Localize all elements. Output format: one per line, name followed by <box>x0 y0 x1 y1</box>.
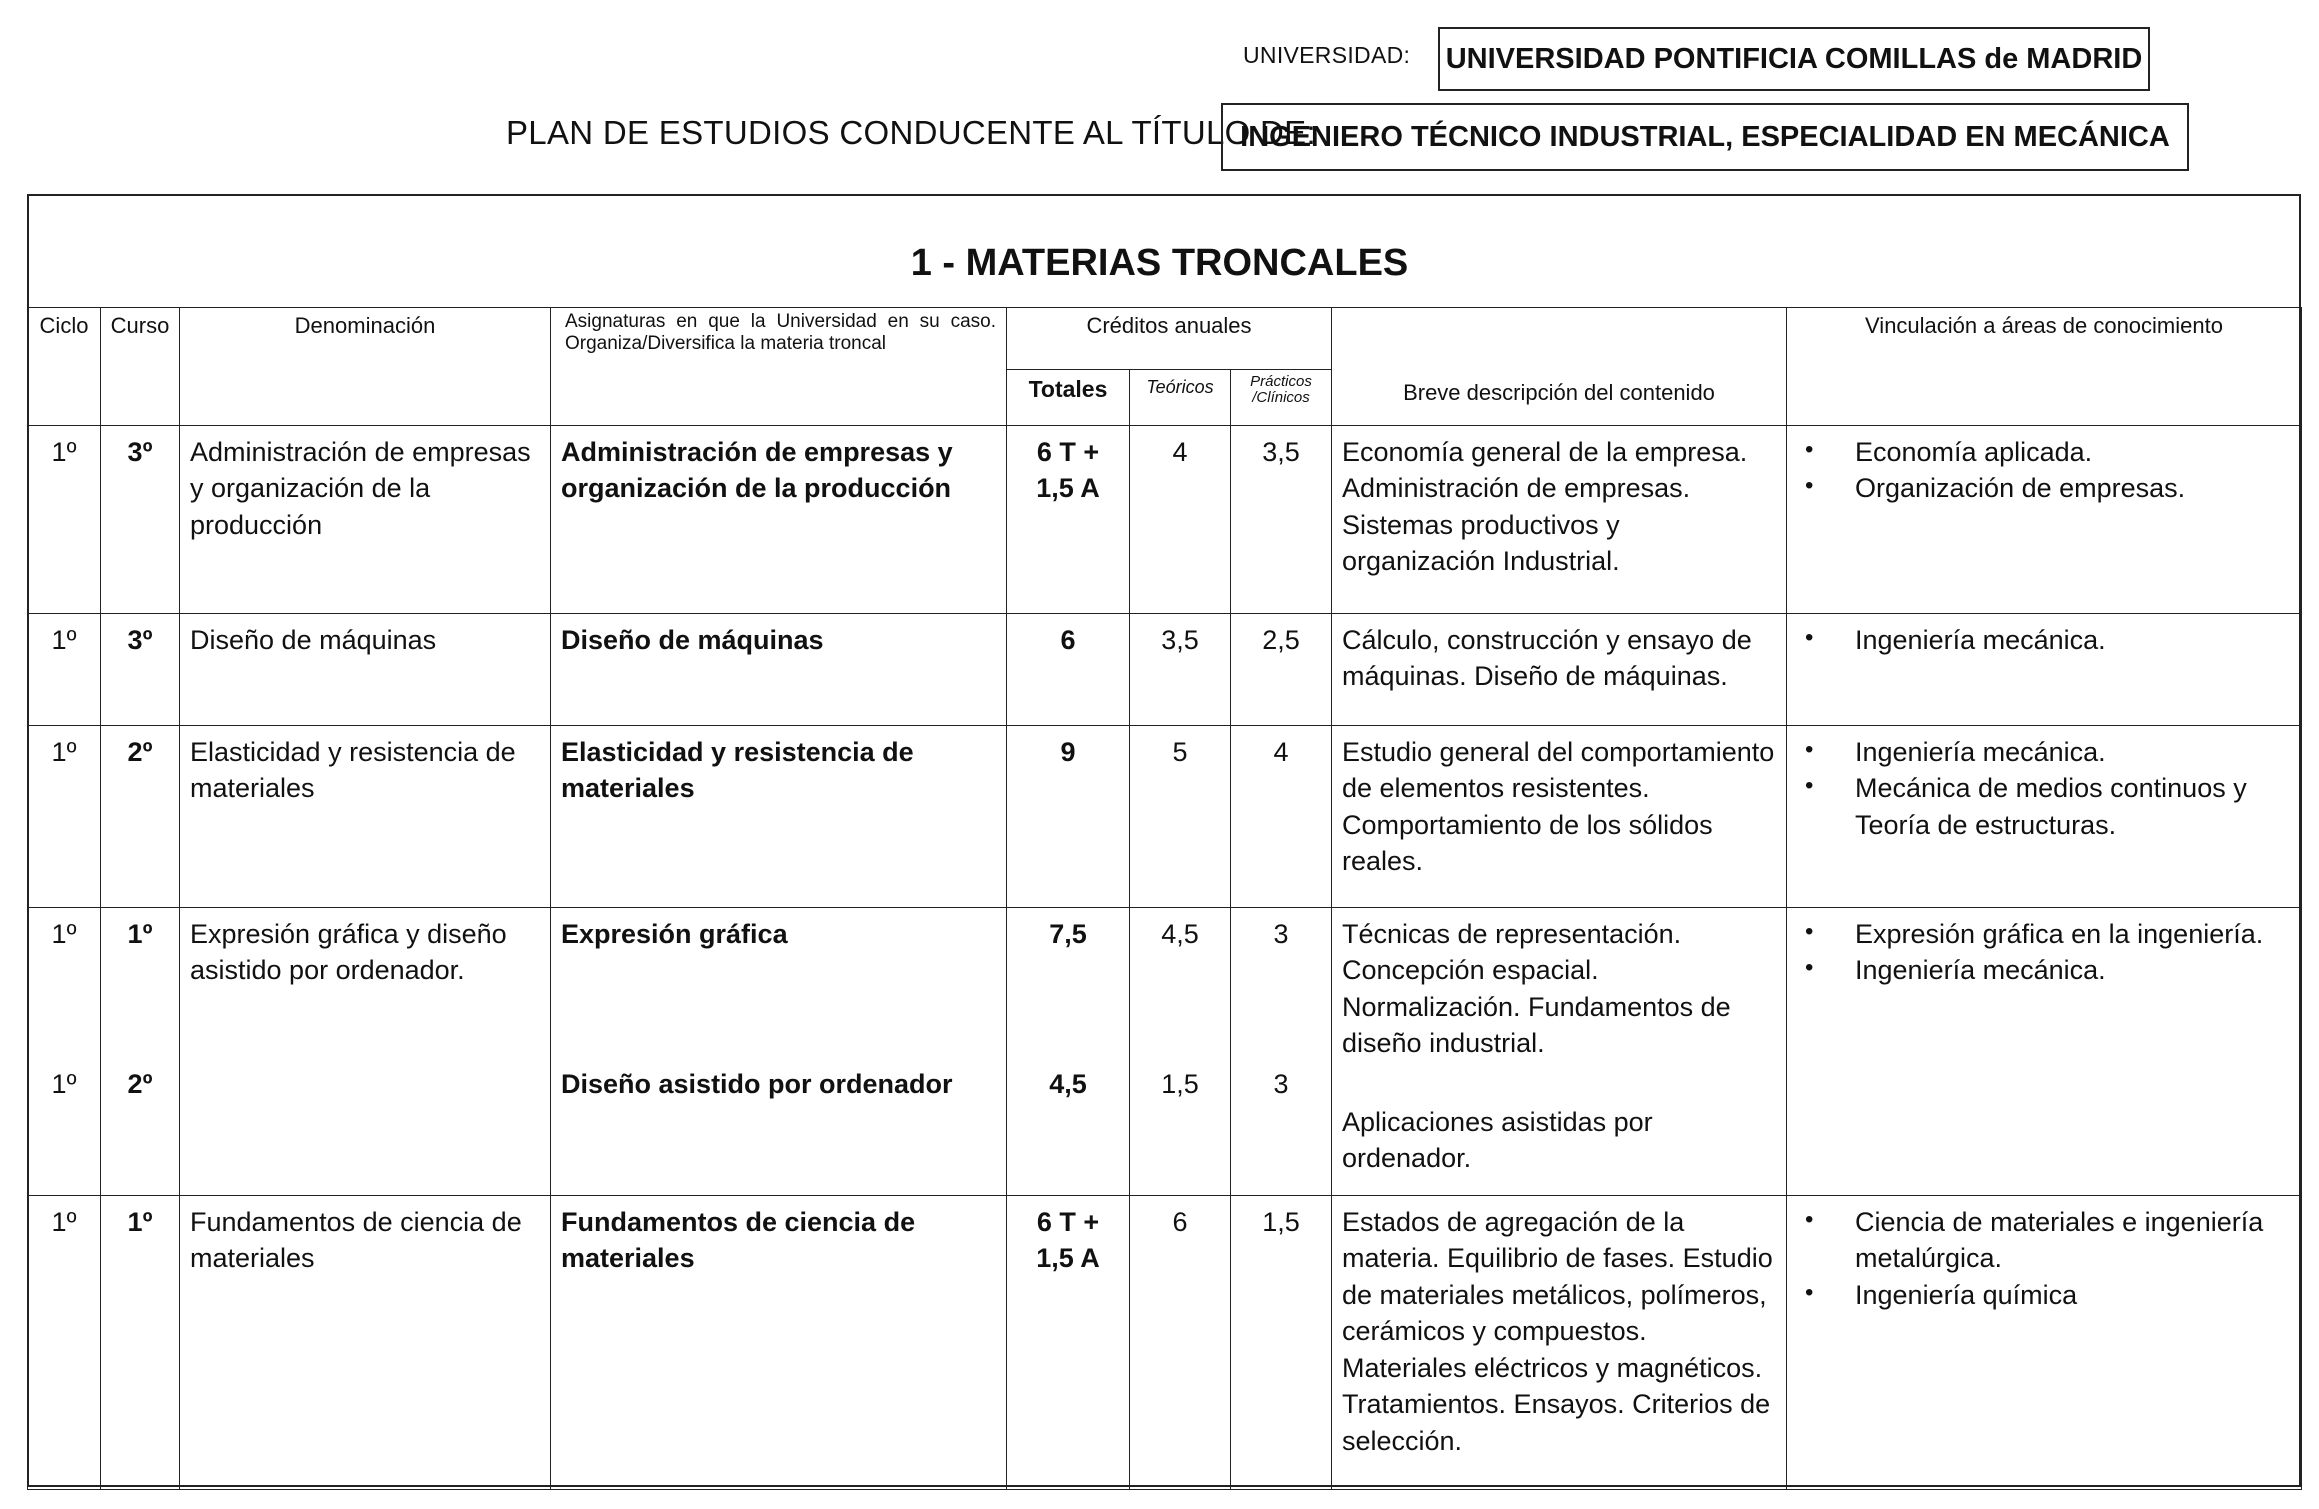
curso-value: 3º <box>127 625 153 655</box>
curso-value: 1º <box>127 1207 153 1237</box>
sub-teoricos-value: 1,5 <box>1161 1069 1199 1100</box>
col-creditos-label: Créditos anuales <box>1086 313 1252 338</box>
asignatura-cell <box>551 1196 1007 1490</box>
area-item: • Mecánica de medios continuos y Teoría de estructuras. <box>1797 770 2291 843</box>
descripcion-cell <box>1332 1196 1787 1490</box>
col-totales <box>1007 370 1130 426</box>
teoricos-value: 4 <box>1172 437 1188 467</box>
asignatura-value: Expresión gráfica <box>561 919 788 949</box>
sub-asignatura-value: Diseño asistido por ordenador <box>561 1069 953 1100</box>
teoricos-value: 3,5 <box>1161 625 1199 655</box>
practicos-value: 3,5 <box>1262 437 1300 467</box>
denominacion-cell <box>180 1196 551 1490</box>
totales-value: 6 T + 1,5 A <box>1036 1207 1100 1274</box>
col-vinculacion-label: Vinculación a áreas de conocimiento <box>1865 313 2223 338</box>
descripcion-cell <box>1332 908 1787 1196</box>
denominacion-cell <box>180 614 551 726</box>
descripcion-cell <box>1332 426 1787 614</box>
section-title: 1 - MATERIAS TRONCALES <box>910 242 1409 284</box>
col-practicos-label: Prácticos /Clínicos <box>1250 373 1312 406</box>
curso-cell <box>101 726 180 908</box>
teoricos-cell <box>1130 908 1231 1196</box>
teoricos-cell <box>1130 426 1231 614</box>
area-item: • Ingeniería química <box>1797 1277 2291 1313</box>
denominacion-cell <box>180 726 551 908</box>
curso-cell <box>101 614 180 726</box>
totales-cell <box>1007 614 1130 726</box>
descripcion-value: Estudio general del comportamiento de elementos resistentes. Comportamiento de los sólidos reales. <box>1342 737 1775 877</box>
areas-cell <box>1787 726 2302 908</box>
teoricos-value: 4,5 <box>1161 919 1199 949</box>
practicos-value: 3 <box>1273 919 1289 949</box>
col-ciclo <box>28 308 101 426</box>
teoricos-cell <box>1130 726 1231 908</box>
practicos-cell <box>1231 426 1332 614</box>
denominacion-value: Fundamentos de ciencia de materiales <box>190 1207 522 1274</box>
totales-value: 6 <box>1060 625 1076 655</box>
ciclo-value: 1º <box>51 625 77 655</box>
sub-descripcion-value: Aplicaciones asistidas por ordenador. <box>1342 1106 1653 1174</box>
col-curso-label: Curso <box>110 313 170 338</box>
descripcion-value: Cálculo, construcción y ensayo de máquinas. Diseño de máquinas. <box>1342 625 1752 692</box>
totales-value: 9 <box>1060 737 1076 767</box>
areas-cell <box>1787 426 2302 614</box>
universidad-value-box <box>1438 27 2150 91</box>
table-row <box>28 726 2302 908</box>
areas-list <box>1797 434 2291 507</box>
denominacion-value: Elasticidad y resistencia de materiales <box>190 737 516 804</box>
teoricos-value: 6 <box>1172 1207 1188 1237</box>
totales-cell <box>1007 1196 1130 1490</box>
areas-cell <box>1787 1196 2302 1490</box>
descripcion-value: Economía general de la empresa. Administración de empresas. Sistemas productivos y organización Industrial. <box>1342 437 1748 577</box>
areas-list <box>1797 916 2291 989</box>
col-descripcion-label: Breve descripción del contenido <box>1403 380 1715 406</box>
areas-cell <box>1787 614 2302 726</box>
col-asignaturas <box>551 308 1007 426</box>
sub-curso-value: 2º <box>127 1069 153 1100</box>
practicos-cell <box>1231 726 1332 908</box>
areas-list <box>1797 622 2291 658</box>
denominacion-value: Diseño de máquinas <box>190 625 437 655</box>
ciclo-cell <box>28 908 101 1196</box>
col-denominacion-label: Denominación <box>294 313 436 338</box>
asignatura-value: Administración de empresas y organización de la producción <box>561 437 953 504</box>
universidad-label: UNIVERSIDAD: <box>1243 42 1411 68</box>
teoricos-cell <box>1130 614 1231 726</box>
area-item: • Ciencia de materiales e ingeniería metalúrgica. <box>1797 1204 2291 1277</box>
practicos-cell <box>1231 908 1332 1196</box>
practicos-cell <box>1231 1196 1332 1490</box>
ciclo-cell <box>28 1196 101 1490</box>
table-row <box>28 908 2302 1196</box>
asignatura-cell <box>551 908 1007 1196</box>
areas-cell <box>1787 908 2302 1196</box>
col-descripcion <box>1332 308 1787 426</box>
curso-cell <box>101 426 180 614</box>
practicos-value: 1,5 <box>1262 1207 1300 1237</box>
area-item: • Expresión gráfica en la ingeniería. <box>1797 916 2291 952</box>
asignatura-value: Diseño de máquinas <box>561 625 824 655</box>
materias-table <box>27 307 2302 1490</box>
plan-value-box <box>1221 103 2189 171</box>
denominacion-value: Administración de empresas y organización de la producción <box>190 437 531 540</box>
col-curso <box>101 308 180 426</box>
descripcion-cell <box>1332 726 1787 908</box>
sub-practicos-value: 3 <box>1273 1069 1289 1100</box>
area-item: • Ingeniería mecánica. <box>1797 952 2291 988</box>
table-row <box>28 614 2302 726</box>
teoricos-value: 5 <box>1172 737 1188 767</box>
denominacion-cell <box>180 908 551 1196</box>
table-row <box>28 426 2302 614</box>
totales-cell <box>1007 726 1130 908</box>
descripcion-value: Técnicas de representación. Concepción espacial. Normalización. Fundamentos de diseño industrial. <box>1342 919 1731 1059</box>
ciclo-cell <box>28 726 101 908</box>
practicos-value: 2,5 <box>1262 625 1300 655</box>
col-creditos <box>1007 308 1332 370</box>
area-item: • Economía aplicada. <box>1797 434 2291 470</box>
col-ciclo-label: Ciclo <box>39 313 89 338</box>
col-asignaturas-label: Asignaturas en que la Universidad en su caso. Organiza/Diversifica la materia troncal <box>565 311 996 354</box>
ciclo-value: 1º <box>51 919 77 949</box>
totales-cell <box>1007 426 1130 614</box>
col-teoricos <box>1130 370 1231 426</box>
ciclo-cell <box>28 426 101 614</box>
area-item: • Ingeniería mecánica. <box>1797 622 2291 658</box>
denominacion-cell <box>180 426 551 614</box>
ciclo-value: 1º <box>51 437 77 467</box>
curso-value: 2º <box>127 737 153 767</box>
areas-list <box>1797 734 2291 843</box>
col-denominacion <box>180 308 551 426</box>
ciclo-cell <box>28 614 101 726</box>
col-vinculacion <box>1787 308 2302 426</box>
asignatura-cell <box>551 726 1007 908</box>
practicos-value: 4 <box>1273 737 1289 767</box>
teoricos-cell <box>1130 1196 1231 1490</box>
curso-cell <box>101 908 180 1196</box>
totales-value: 6 T + 1,5 A <box>1036 437 1100 504</box>
universidad-value: UNIVERSIDAD PONTIFICIA COMILLAS de MADRID <box>1445 42 2143 75</box>
descripcion-cell <box>1332 614 1787 726</box>
asignatura-value: Elasticidad y resistencia de materiales <box>561 737 914 804</box>
practicos-cell <box>1231 614 1332 726</box>
asignatura-value: Fundamentos de ciencia de materiales <box>561 1207 916 1274</box>
areas-list <box>1797 1204 2291 1313</box>
totales-cell <box>1007 908 1130 1196</box>
asignatura-cell <box>551 426 1007 614</box>
area-item: • Organización de empresas. <box>1797 470 2291 506</box>
asignatura-cell <box>551 614 1007 726</box>
col-teoricos-label: Teóricos <box>1146 377 1214 397</box>
plan-value: INGENIERO TÉCNICO INDUSTRIAL, ESPECIALIDAD EN MECÁNICA <box>1240 120 2170 153</box>
area-item: • Ingeniería mecánica. <box>1797 734 2291 770</box>
descripcion-value: Estados de agregación de la materia. Equilibrio de fases. Estudio de materiales metálicos, polímeros, cerámicos y compuestos. Materiales eléctricos y magnéticos. Tratamientos. Ensayos. Criterios de selección. <box>1342 1207 1773 1456</box>
curso-value: 3º <box>127 437 153 467</box>
ciclo-value: 1º <box>51 1207 77 1237</box>
col-totales-label: Totales <box>1028 376 1108 402</box>
denominacion-value: Expresión gráfica y diseño asistido por ordenador. <box>190 919 507 986</box>
sub-ciclo-value: 1º <box>51 1069 77 1100</box>
curso-cell <box>101 1196 180 1490</box>
sub-totales-value: 4,5 <box>1049 1069 1087 1100</box>
col-practicos <box>1231 370 1332 426</box>
ciclo-value: 1º <box>51 737 77 767</box>
curso-value: 1º <box>127 919 153 949</box>
plan-label: PLAN DE ESTUDIOS CONDUCENTE AL TÍTULO DE: <box>506 114 1316 151</box>
table-row <box>28 1196 2302 1490</box>
totales-value: 7,5 <box>1049 919 1087 949</box>
